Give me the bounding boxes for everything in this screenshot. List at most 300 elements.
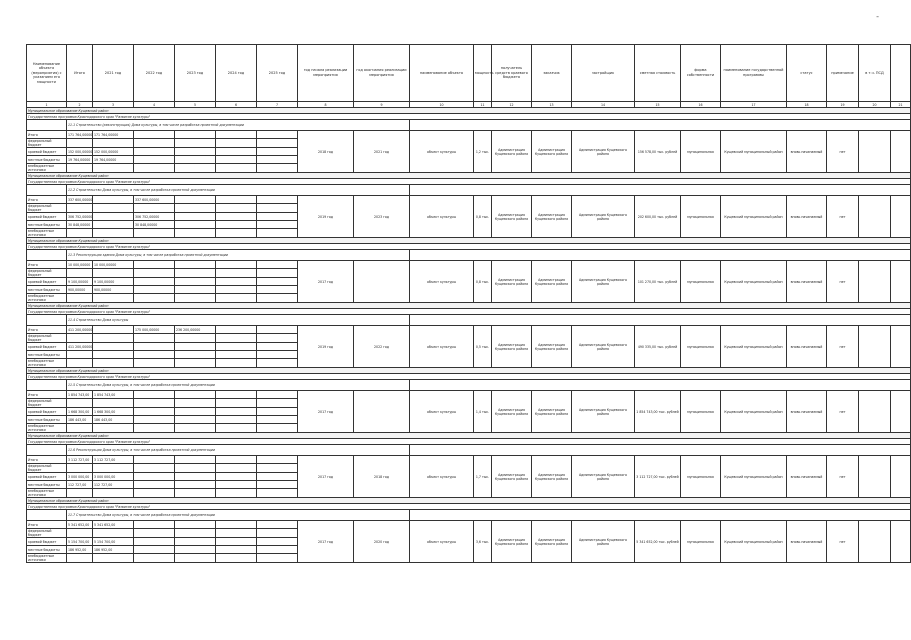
block-ownership: муниципальная [681, 131, 721, 173]
table-cell: 152 000,00000 [93, 148, 134, 156]
block-note: нет [827, 456, 859, 498]
table-cell [257, 261, 298, 269]
funding-source-label: федеральный бюджет [27, 269, 67, 278]
table-cell [175, 269, 216, 278]
block-customer: Администрация Кущевского района [532, 391, 572, 433]
block-note: нет [827, 326, 859, 368]
object-row [27, 510, 911, 521]
block-object-description: объект культуры [410, 261, 474, 303]
section-title: Муниципальное образование Кущевский район [27, 498, 911, 504]
table-cell [216, 229, 257, 238]
table-cell [859, 196, 891, 238]
table-cell: 171 764,00000 [93, 131, 134, 139]
table-cell [134, 148, 175, 156]
table-cell [134, 473, 175, 481]
funding-source-label: федеральный бюджет [27, 529, 67, 538]
col-header: 2023 год [175, 45, 216, 102]
table-cell [175, 139, 216, 148]
table-cell [134, 399, 175, 408]
funding-source-label: внебюджетные источники [27, 489, 67, 498]
block-end-year: 2018 год [354, 456, 410, 498]
block-end-year: 2020 год [354, 521, 410, 563]
block-customer: Администрация Кущевского района [532, 261, 572, 303]
table-cell: 152 000,00000 [68, 149, 93, 154]
table-cell [134, 464, 175, 473]
table-cell: 900,00000 [93, 286, 134, 294]
object-title: 11.1 Строительство (реконструкция) Дома культуры, в том числе разработка проектной документации [67, 120, 410, 131]
table-cell [257, 286, 298, 294]
table-cell [134, 334, 175, 343]
block-end-year: 2022 год [354, 326, 410, 368]
col-header: 2024 год [216, 45, 257, 102]
block-status: вновь начинаемый [787, 456, 827, 498]
program-title: Государственная программа Краснодарского края "Развитие культуры" [27, 309, 911, 315]
table-cell: 186 952,00 [93, 546, 134, 554]
table-cell [175, 399, 216, 408]
table-cell [93, 554, 134, 563]
col-number: 18 [787, 102, 827, 108]
funding-source-label: краевой бюджет [27, 148, 67, 156]
funding-source-label: внебюджетные источники [27, 424, 67, 433]
table-cell: 900,00000 [67, 286, 93, 294]
table-cell [257, 538, 298, 546]
col-number: 11 [474, 102, 492, 108]
block-builder: Администрация Кущевского района [572, 326, 635, 368]
table-cell [134, 229, 175, 238]
table-cell [216, 473, 257, 481]
col-number: 2 [67, 102, 93, 108]
table-cell: 186 443,00 [93, 416, 134, 424]
table-cell [67, 359, 93, 368]
table-cell [67, 351, 93, 359]
table-cell [859, 521, 891, 563]
table-cell: 3 000 000,00 [93, 473, 134, 481]
table-cell [891, 326, 911, 368]
table-cell [257, 473, 298, 481]
table-cell [216, 196, 257, 204]
table-cell [175, 554, 216, 563]
block-start-year: 2019 год [298, 196, 354, 238]
table-cell [216, 359, 257, 368]
block-program-name: Кущевский муниципальный район [721, 131, 787, 173]
corner-mark: - [876, 12, 879, 21]
funding-source-label: Итого [27, 521, 67, 529]
program-title: Государственная программа Краснодарского края "Развитие культуры" [27, 244, 911, 250]
table-cell [134, 391, 175, 399]
table-cell [134, 164, 175, 173]
table-cell [216, 261, 257, 269]
table-cell [891, 456, 911, 498]
table-cell [216, 399, 257, 408]
table-cell [134, 343, 175, 351]
funding-source-label: краевой бюджет [27, 473, 67, 481]
object-title: 11.5 Строительство Дома культуры, в том числе разработка проектной документации [67, 380, 410, 391]
funding-source-label: федеральный бюджет [27, 334, 67, 343]
block-estimated-cost: 5 341 652,00 тыс. рублей [635, 521, 681, 563]
section-title: Муниципальное образование Кущевский район [27, 368, 911, 374]
table-cell [175, 294, 216, 303]
col-header: получатель средств краевого бюджета [492, 45, 532, 102]
table-cell [891, 391, 911, 433]
table-cell [216, 139, 257, 148]
object-title: 11.2 Строительство Дома культуры, в том числе разработка проектной документации [67, 185, 410, 196]
table-cell [859, 261, 891, 303]
funding-source-label: краевой бюджет [27, 538, 67, 546]
table-cell [257, 131, 298, 139]
block-estimated-cost: 156 578,00 тыс. рублей [635, 131, 681, 173]
funding-source-label: местные бюджеты [27, 481, 67, 489]
table-cell [175, 546, 216, 554]
funding-source-label: Итого [27, 261, 67, 269]
block-builder: Администрация Кущевского района [572, 391, 635, 433]
block-note: нет [827, 391, 859, 433]
block-recipient: Администрация Кущевского района [492, 326, 532, 368]
funding-source-label: внебюджетные источники [27, 294, 67, 303]
table-cell [257, 229, 298, 238]
object-row [27, 380, 911, 391]
block-status: вновь начинаемый [787, 326, 827, 368]
col-number: 14 [572, 102, 635, 108]
block-program-name: Кущевский муниципальный район [721, 196, 787, 238]
table-cell [257, 408, 298, 416]
table-cell [134, 156, 175, 164]
table-cell [175, 424, 216, 433]
object-title: 11.6 Реконструкция Дома культуры, в том числе разработка проектной документации [67, 445, 410, 456]
table-cell [175, 351, 216, 359]
col-header: год начала реализации мероприятия [298, 45, 354, 102]
table-cell: 1 668 300,00 [67, 408, 93, 416]
table-cell [134, 269, 175, 278]
funding-source-label: федеральный бюджет [27, 204, 67, 213]
block-recipient: Администрация Кущевского района [492, 131, 532, 173]
block-ownership: муниципальная [681, 456, 721, 498]
table-cell [93, 164, 134, 173]
table-cell [891, 196, 911, 238]
table-cell [175, 156, 216, 164]
funding-source-label: Итого [27, 196, 67, 204]
funding-source-label: Итого [27, 456, 67, 464]
table-cell [175, 148, 216, 156]
col-number: 4 [134, 102, 175, 108]
block-note: нет [827, 261, 859, 303]
object-row [27, 250, 911, 261]
table-cell: 10 000,00000 [93, 261, 134, 269]
object-title: 11.4 Строительство Дома культуры [67, 315, 410, 326]
col-number: 16 [681, 102, 721, 108]
table-cell: 337 600,00000 [134, 196, 175, 204]
col-number: 3 [93, 102, 134, 108]
table-cell [257, 139, 298, 148]
table-cell [134, 294, 175, 303]
block-end-year: 2021 год [354, 131, 410, 173]
funding-source-label: местные бюджеты [27, 351, 67, 359]
funding-source-label: местные бюджеты [27, 156, 67, 164]
program-table [26, 44, 911, 563]
table-cell: 9 100,00000 [93, 278, 134, 286]
table-cell [134, 521, 175, 529]
header-row [27, 45, 911, 102]
table-cell [216, 213, 257, 221]
table-cell [257, 489, 298, 498]
table-row [27, 521, 911, 529]
table-cell: 3 112 727,00 [93, 456, 134, 464]
table-cell [257, 464, 298, 473]
table-cell [216, 334, 257, 343]
program-title: Государственная программа Краснодарского края "Развитие культуры" [27, 179, 911, 185]
table-cell [257, 399, 298, 408]
table-cell [216, 269, 257, 278]
table-cell [257, 326, 298, 334]
block-start-year: 2017 год [298, 521, 354, 563]
block-builder: Администрация Кущевского района [572, 131, 635, 173]
table-cell [175, 521, 216, 529]
col-number: 12 [492, 102, 532, 108]
block-capacity: 1,4 тыс. [474, 391, 492, 433]
table-cell [175, 529, 216, 538]
table-cell: 3 000 000,00 [67, 473, 93, 481]
table-cell [93, 529, 134, 538]
block-customer: Администрация Кущевского района [532, 456, 572, 498]
col-header: 2022 год [134, 45, 175, 102]
block-start-year: 2019 год [298, 326, 354, 368]
object-row [27, 185, 911, 196]
table-cell [93, 229, 134, 238]
funding-source-label: краевой бюджет [27, 408, 67, 416]
funding-source-label: федеральный бюджет [27, 464, 67, 473]
table-cell [134, 424, 175, 433]
table-cell: 171 764,00000 [68, 132, 93, 137]
table-cell [93, 424, 134, 433]
block-estimated-cost: 101 270,00 тыс. рублей [635, 261, 681, 303]
table-cell [216, 538, 257, 546]
table-cell [216, 529, 257, 538]
block-program-name: Кущевский муниципальный район [721, 521, 787, 563]
col-header: застройщик [572, 45, 635, 102]
table-cell [93, 294, 134, 303]
table-cell [859, 456, 891, 498]
table-cell: 1 854 743,00 [93, 391, 134, 399]
table-cell [134, 481, 175, 489]
table-cell [257, 269, 298, 278]
table-cell [216, 164, 257, 173]
block-start-year: 2017 год [298, 391, 354, 433]
table-cell [175, 359, 216, 368]
table-cell [216, 464, 257, 473]
block-start-year: 2017 год [298, 456, 354, 498]
table-cell [257, 294, 298, 303]
table-cell: 30 848,00000 [134, 221, 175, 229]
col-number: 10 [410, 102, 474, 108]
table-cell [257, 424, 298, 433]
table-cell [216, 481, 257, 489]
block-customer: Администрация Кущевского района [532, 196, 572, 238]
table-cell [175, 261, 216, 269]
table-cell [257, 529, 298, 538]
table-cell [134, 131, 175, 139]
funding-source-label: местные бюджеты [27, 286, 67, 294]
table-cell [257, 456, 298, 464]
table-cell [175, 391, 216, 399]
table-cell [175, 334, 216, 343]
block-program-name: Кущевский муниципальный район [721, 456, 787, 498]
table-cell [93, 196, 134, 204]
table-row [27, 326, 911, 334]
block-builder: Администрация Кущевского района [572, 456, 635, 498]
block-ownership: муниципальная [681, 261, 721, 303]
table-cell [67, 424, 93, 433]
block-recipient: Администрация Кущевского района [492, 456, 532, 498]
col-number: 13 [532, 102, 572, 108]
table-cell [216, 326, 257, 334]
col-number: 19 [827, 102, 859, 108]
section-title: Муниципальное образование Кущевский район [27, 173, 911, 179]
table-cell [93, 399, 134, 408]
block-builder: Администрация Кущевского района [572, 521, 635, 563]
table-cell [859, 391, 891, 433]
table-cell [175, 286, 216, 294]
program-title: Государственная программа Краснодарского края "Развитие культуры" [27, 114, 911, 120]
col-header [891, 45, 911, 102]
block-note: нет [827, 131, 859, 173]
table-cell [175, 481, 216, 489]
funding-source-label: Итого [27, 391, 67, 399]
section-title: Муниципальное образование Кущевский район [27, 303, 911, 309]
block-status: вновь начинаемый [787, 521, 827, 563]
table-cell [134, 204, 175, 213]
table-cell [216, 456, 257, 464]
table-cell [67, 294, 93, 303]
col-header: наименование государственной программы [721, 45, 787, 102]
funding-source-label: внебюджетные источники [27, 554, 67, 563]
table-cell [216, 416, 257, 424]
col-number: 20 [859, 102, 891, 108]
table-cell [216, 221, 257, 229]
funding-source-label: внебюджетные источники [27, 164, 67, 173]
block-end-year [354, 261, 410, 303]
object-row [27, 315, 911, 326]
col-header: год окончания реализации мероприятия [354, 45, 410, 102]
table-cell [175, 343, 216, 351]
block-status: вновь начинаемый [787, 196, 827, 238]
block-recipient: Администрация Кущевского района [492, 196, 532, 238]
col-header: 2025 год [257, 45, 298, 102]
table-cell: 337 600,00000 [68, 197, 93, 202]
table-cell [67, 554, 93, 563]
table-cell [67, 489, 93, 498]
table-row [27, 391, 911, 399]
col-number: 1 [27, 102, 67, 108]
table-cell [891, 261, 911, 303]
program-title: Государственная программа Краснодарского края "Развитие культуры" [27, 504, 911, 510]
block-start-year: 2017 год [298, 261, 354, 303]
table-cell: 411 200,00000 [68, 344, 93, 349]
table-cell [175, 538, 216, 546]
block-status: вновь начинаемый [787, 391, 827, 433]
funding-source-label: краевой бюджет [27, 278, 67, 286]
block-customer: Администрация Кущевского района [532, 326, 572, 368]
table-cell [257, 278, 298, 286]
section-title: Муниципальное образование Кущевский район [27, 238, 911, 244]
table-cell: 30 848,00000 [67, 221, 93, 229]
block-object-description: объект культуры [410, 326, 474, 368]
object-row [27, 120, 911, 131]
block-ownership: муниципальная [681, 391, 721, 433]
table-cell [93, 213, 134, 221]
table-cell: 5 341 652,00 [67, 521, 93, 529]
table-cell [175, 204, 216, 213]
block-customer: Администрация Кущевского района [532, 521, 572, 563]
table-cell [93, 269, 134, 278]
table-cell [175, 229, 216, 238]
table-cell [257, 213, 298, 221]
table-cell [134, 261, 175, 269]
table-cell: 236 200,00000 [175, 326, 216, 334]
funding-source-label: местные бюджеты [27, 416, 67, 424]
table-cell [175, 464, 216, 473]
table-cell [175, 131, 216, 139]
table-cell [257, 416, 298, 424]
table-cell [93, 204, 134, 213]
funding-source-label: внебюджетные источники [27, 229, 67, 238]
block-object-description: объект культуры [410, 456, 474, 498]
block-ownership: муниципальная [681, 521, 721, 563]
block-estimated-cost: 202 600,00 тыс. рублей [635, 196, 681, 238]
table-cell [175, 196, 216, 204]
table-cell: 112 727,00 [67, 481, 93, 489]
funding-source-label: внебюджетные источники [27, 359, 67, 368]
table-cell [134, 538, 175, 546]
table-cell [216, 148, 257, 156]
col-header: заказчик [532, 45, 572, 102]
block-end-year: 2023 год [354, 196, 410, 238]
table-cell [257, 164, 298, 173]
table-cell [93, 464, 134, 473]
block-estimated-cost: 490 335,00 тыс. рублей [635, 326, 681, 368]
block-object-description: объект культуры [410, 131, 474, 173]
block-recipient: Администрация Кущевского района [492, 391, 532, 433]
table-cell [134, 529, 175, 538]
table-cell [257, 546, 298, 554]
table-cell: 112 727,00 [93, 481, 134, 489]
table-cell [257, 334, 298, 343]
table-cell [93, 351, 134, 359]
col-number: 8 [298, 102, 354, 108]
section-title: Муниципальное образование Кущевский район [27, 433, 911, 439]
table-cell [216, 554, 257, 563]
block-ownership: муниципальная [681, 326, 721, 368]
table-cell: 306 752,00000 [68, 214, 93, 219]
table-cell [257, 221, 298, 229]
col-number: 21 [891, 102, 911, 108]
table-cell [93, 489, 134, 498]
table-cell: 10 000,00000 [67, 261, 93, 269]
table-cell [859, 326, 891, 368]
funding-source-label: краевой бюджет [27, 343, 67, 351]
table-cell [67, 139, 93, 148]
table-cell [216, 286, 257, 294]
funding-source-label: местные бюджеты [27, 546, 67, 554]
col-number: 5 [175, 102, 216, 108]
table-row [27, 261, 911, 269]
table-cell [257, 196, 298, 204]
col-number: 15 [635, 102, 681, 108]
block-capacity: 0,8 тыс. [474, 261, 492, 303]
table-cell [134, 489, 175, 498]
block-object-description: объект культуры [410, 521, 474, 563]
table-cell [891, 131, 911, 173]
table-cell [93, 359, 134, 368]
funding-source-label: краевой бюджет [27, 213, 67, 221]
